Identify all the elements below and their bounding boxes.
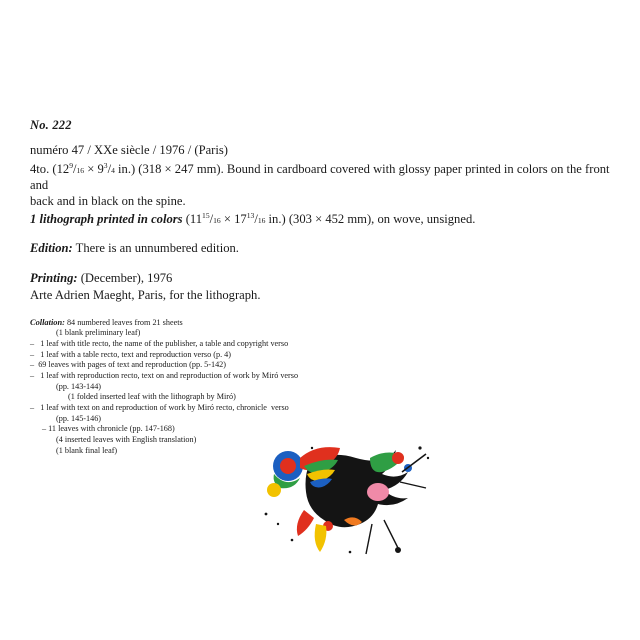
lithograph-line: 1 lithograph printed in colors ($11^{15}/16 \times 17^{13}/16$ in.) (303 × 452 mm), on wove, unsigned. [30,210,476,226]
printing-text: (December), 1976 [77,271,173,286]
litho-frac-numerator-1: 15 [202,210,210,220]
litho-frac-denominator-1: 16 [213,215,221,225]
entry-title-line: numéro 47 / XXe siècle / 1976 / (Paris) [30,143,228,157]
frac-numerator-2: 3 [103,160,108,170]
speckle-7 [311,447,313,449]
lithograph-dim-mid: × 17 [220,211,247,226]
pink-blob [367,483,389,501]
printing-block [30,270,620,303]
yellow-dot-left [267,483,281,497]
speckle-1 [418,446,421,449]
frac-denominator-2: 4 [111,165,115,175]
edition-text: There is an unnumbered edition. [72,241,239,256]
catalog-number: No. 222 [30,118,72,132]
speckle-5 [291,539,294,542]
entry-description: 4to. ($12^9/16 \times 9^3/4$ in.) (318 × 247 mm). Bound in cardboard covered with glossy paper printed in colors on the front and back and in black on the spine. [30,161,620,210]
description-line-2: back and in black on the spine. [30,194,186,209]
foot-dot [395,547,401,553]
description-tail: in.) (318 × 247 mm). Bound in cardboard covered with glossy paper printed in colors on the front and [30,161,610,192]
edition-label: Edition: [30,241,73,256]
collation-label: Collation: [30,317,65,327]
speckle-4 [277,523,279,525]
catalog-entry [30,118,620,456]
collation-head-text: 84 numbered leaves from 21 sheets [64,317,183,327]
speckle-3 [265,513,268,516]
collation-row: (1 blank final leaf) [56,445,118,455]
collation-row: – 69 leaves with pages of text and reproduction (pp. 5-142) [30,360,226,370]
collation-row: (1 blank preliminary leaf) [56,328,141,338]
collation-row: (pp. 143-144) [56,381,102,391]
frac-numerator-1: 9 [69,160,73,170]
printer-line: Arte Adrien Maeght, Paris, for the lithograph. [30,287,261,302]
collation-row: – 11 leaves with chronicle (pp. 147-168) [42,424,175,434]
litho-frac-denominator-2: 16 [257,215,266,225]
collation-row: – 1 leaf with a table recto, text and reproduction verso (p. 4) [30,349,231,359]
collation-row: (pp. 145-146) [56,413,102,423]
red-dot-right [392,452,404,464]
artwork-image [252,428,442,568]
collation-row: – 1 leaf with title recto, the name of the publisher, a table and copyright verso [30,339,289,349]
speckle-6 [349,551,352,554]
collation-row: – 1 leaf with reproduction recto, text on and reproduction of work by Miró verso [30,371,299,381]
frac-denominator-1: 16 [76,165,85,175]
red-disc-inner [280,458,296,474]
speckle-2 [427,457,429,459]
collation-row: (1 folded inserted leaf with the lithograph by Miró) [68,392,236,402]
collation-heading [30,318,620,329]
printing-label: Printing: [30,271,78,286]
lithograph-dim-tail: in.) (303 × 452 mm), on wove, unsigned. [265,211,476,226]
description-format: 4to. (12 [30,161,70,176]
litho-frac-numerator-2: 13 [246,210,255,220]
lithograph-label: 1 lithograph printed in colors [30,211,183,226]
collation-row: – 1 leaf with text on and reproduction of work by Miró recto, chronicle verso [30,403,289,413]
description-mid: × 9 [84,161,104,176]
edition-block [30,240,620,257]
miro-lithograph-svg [252,428,442,568]
collation-row: (4 inserted leaves with English translation) [56,434,197,444]
lithograph-dim-open: (11 [182,211,203,226]
